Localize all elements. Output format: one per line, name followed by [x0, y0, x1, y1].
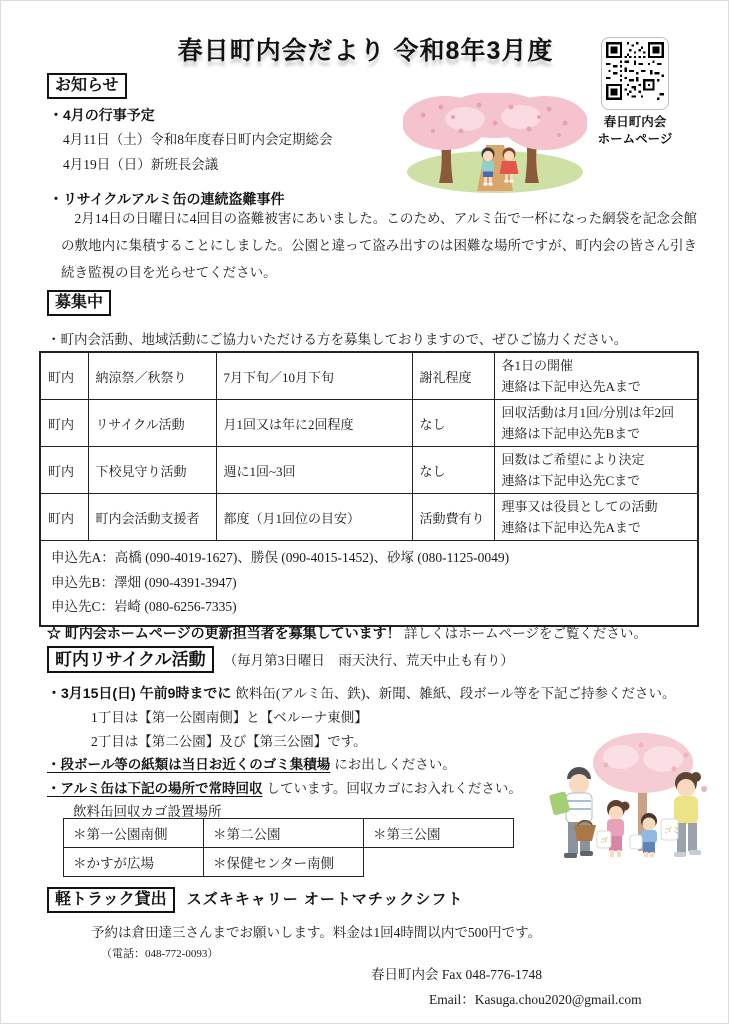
collection-locations-table: [63, 818, 514, 877]
table-row: [40, 494, 698, 541]
footer-fax: 春日町内会 Fax 048-776-1748: [371, 967, 542, 982]
recycle-header-note: （毎月第3日曜日 雨天決行、荒天中止も有り）: [223, 653, 514, 668]
cell-note1: 理事又は役員としての活動: [501, 499, 658, 514]
cell-reward: なし: [412, 447, 494, 494]
cell-scope: 町内: [40, 494, 88, 541]
qr-caption-line2: ホームページ: [597, 132, 673, 146]
location-cell: ＊保健センター南側: [204, 848, 364, 877]
cell-note1: 各1日の開催: [501, 358, 574, 373]
cell-note2: 連絡は下記申込先Aまで: [501, 520, 641, 535]
recycle-bullet3-bold: ・アルミ缶は下記の場所で常時回収: [47, 781, 263, 796]
recycle-bullet2-bold: ・段ボール等の紙類は当日お近くのゴミ集積場: [47, 757, 331, 772]
footer-email: Email：Kasuga.chou2020@gmail.com: [429, 992, 642, 1007]
cell-frequency: 7月下旬／10月下旬: [216, 352, 412, 400]
section-header-oshirase: お知らせ: [47, 73, 127, 99]
qr-caption-line1: 春日町内会: [603, 115, 667, 129]
cell-note2: 連絡は下記申込先Bまで: [501, 426, 641, 441]
location-cell: ＊第一公園南側: [64, 819, 204, 848]
recruit-table: [39, 351, 699, 627]
cell-scope: 町内: [40, 447, 88, 494]
table-row-contacts: [40, 541, 698, 626]
cell-note2: 連絡は下記申込先Aまで: [501, 379, 641, 394]
recycle-bullet2-rest: にお出しください。: [334, 757, 456, 772]
cell-activity: 納涼祭／秋祭り: [88, 352, 216, 400]
cell-frequency: 月1回又は年に2回程度: [216, 400, 412, 447]
table-row: [40, 447, 698, 494]
cell-reward: なし: [412, 400, 494, 447]
schedule-item: 4月19日（日）新班長会議: [63, 157, 219, 172]
truck-body: 予約は倉田達三さんまでお願いします。料金は1回4時間以内で500円です。: [91, 925, 542, 940]
cell-frequency: 都度（月1回位の目安）: [216, 494, 412, 541]
contact-line-c: 申込先C：岩崎 (080-6256-7335): [51, 599, 237, 614]
cell-activity: 町内会活動支援者: [88, 494, 216, 541]
trash-bag-label: ゴミ: [600, 836, 616, 845]
truck-phone: （電話：048-772-0093）: [101, 948, 219, 960]
location-cell: ＊第二公園: [204, 819, 364, 848]
cell-scope: 町内: [40, 400, 88, 447]
section-header-recycle: 町内リサイクル活動: [47, 646, 214, 673]
recycle-district1: 1丁目は【第一公園南側】と【ベルーナ東側】: [91, 710, 368, 725]
cell-reward: 謝礼程度: [412, 352, 494, 400]
table-row: [64, 848, 514, 877]
contact-line-b: 申込先B：澤畑 (090-4391-3947): [51, 574, 237, 590]
cell-note1: 回収活動は月1回/分別は年2回: [501, 405, 675, 420]
location-cell: ＊かすが広場: [64, 848, 204, 877]
schedule-item: 4月11日（土）令和8年度春日町内会定期総会: [63, 132, 333, 147]
cell-scope: 町内: [40, 352, 88, 400]
cell-frequency: 週に1回~3回: [216, 447, 412, 494]
cell-note1: 回数はご希望により決定: [501, 452, 645, 467]
truck-subtitle: スズキキャリー オートマチックシフト: [186, 891, 464, 908]
location-cell: ＊第三公園: [364, 819, 514, 848]
qr-block: [592, 37, 678, 148]
table-row: [64, 819, 514, 848]
cell-activity: リサイクル活動: [88, 400, 216, 447]
recycle-district2: 2丁目は【第二公園】及び【第三公園】です。: [91, 734, 367, 749]
cage-locations-title: 飲料缶回収カゴ設置場所: [73, 804, 222, 819]
theft-title: ・リサイクルアルミ缶の連続盗難事件: [49, 191, 285, 207]
cell-reward: 活動費有り: [412, 494, 494, 541]
section-header-truck: 軽トラック貸出: [47, 887, 175, 913]
table-row: [40, 400, 698, 447]
recycle-bullet1-rest: 飲料缶(アルミ缶、鉄)、新聞、雑紙、段ボール等を下記ご持参ください。: [235, 686, 676, 701]
cherry-blossom-park-illustration: [403, 93, 587, 202]
trash-bag-label: ゴミ: [664, 826, 680, 835]
recycle-bullet1-bold: ・3月15日(日) 午前9時までに: [47, 685, 232, 701]
page-title: 春日町内会だより 令和8年3月度: [177, 37, 554, 65]
recruit-intro: ・町内会活動、地域活動にご協力いただける方を募集しておりますので、ぜひご協力ください。: [47, 332, 628, 347]
cell-note2: 連絡は下記申込先Cまで: [501, 473, 641, 488]
cell-activity: 下校見守り活動: [88, 447, 216, 494]
schedule-title: ・4月の行事予定: [49, 107, 155, 123]
section-header-boshuchu: 募集中: [47, 290, 111, 316]
table-row: [40, 352, 698, 400]
homepage-recruit-note-rest: 詳しくはホームページをご覧ください。: [404, 626, 647, 641]
homepage-recruit-note: ☆ 町内会ホームページの更新担当者を募集しています！: [47, 625, 401, 641]
contact-line-a: 申込先A：高橋 (090-4019-1627)、勝俣 (090-4015-1452)、砂塚 (080-1125-0049): [51, 550, 510, 565]
family-recycling-illustration: [546, 727, 718, 914]
recycle-bullet3-rest: しています。回収カゴにお入れください。: [266, 781, 522, 796]
qr-code-icon: [601, 37, 669, 110]
theft-paragraph: 2月14日の日曜日に4回目の盗難被害にあいました。このため、アルミ缶で一杯になった網袋を記念会館の敷地内に集積することにしました。公園と違って盗み出すのは困難な場所ですが、町内会の皆さん引き続き監視の目を光らせてください。: [61, 211, 697, 280]
